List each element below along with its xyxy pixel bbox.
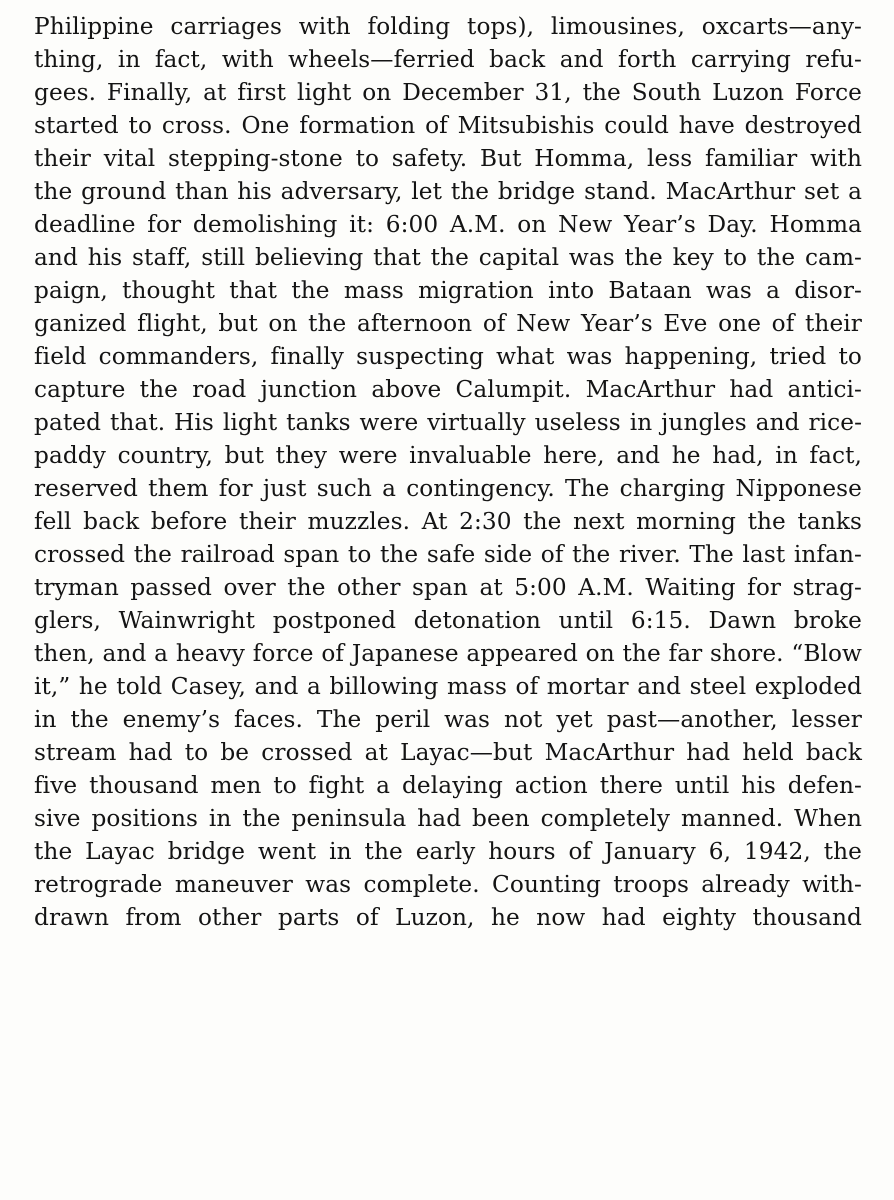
text-line: in the enemy’s faces. The peril was not yet past—another, lesser (34, 706, 862, 733)
text-line: fell back before their muzzles. At 2:30 the next morning the tanks (34, 508, 862, 535)
text-line: ganized flight, but on the afternoon of New Year’s Eve one of their (34, 310, 862, 337)
text-line: five thousand men to fight a delaying action there until his defen- (34, 772, 862, 799)
text-line: thing, in fact, with wheels—ferried back and forth carrying refu- (34, 46, 862, 73)
text-line: stream had to be crossed at Layac—but MacArthur had held back (34, 739, 862, 766)
text-line: deadline for demolishing it: 6:00 A.M. on New Year’s Day. Homma (34, 211, 862, 238)
text-line: their vital stepping-stone to safety. But Homma, less familiar with (34, 145, 862, 172)
text-line: sive positions in the peninsula had been completely manned. When (34, 805, 862, 832)
text-line: the Layac bridge went in the early hours of January 6, 1942, the (34, 838, 862, 865)
text-line: pated that. His light tanks were virtually useless in jungles and rice- (34, 409, 862, 436)
text-line: gees. Finally, at first light on December 31, the South Luzon Force (34, 79, 862, 106)
body-text (34, 10, 862, 934)
text-line: paddy country, but they were invaluable here, and he had, in fact, (34, 442, 862, 469)
text-line: it,” he told Casey, and a billowing mass of mortar and steel exploded (34, 673, 862, 700)
text-line: glers, Wainwright postponed detonation until 6:15. Dawn broke (34, 607, 862, 634)
text-line: then, and a heavy force of Japanese appeared on the far shore. “Blow (34, 640, 862, 667)
text-line: drawn from other parts of Luzon, he now had eighty thousand (34, 904, 862, 931)
text-line: Philippine carriages with folding tops), limousines, oxcarts—any- (34, 13, 862, 40)
text-line: tryman passed over the other span at 5:00 A.M. Waiting for strag- (34, 574, 862, 601)
text-line: the ground than his adversary, let the bridge stand. MacArthur set a (34, 178, 862, 205)
text-line: reserved them for just such a contingency. The charging Nipponese (34, 475, 862, 502)
text-line: started to cross. One formation of Mitsubishis could have destroyed (34, 112, 862, 139)
text-line: and his staff, still believing that the capital was the key to the cam- (34, 244, 862, 271)
text-line: field commanders, finally suspecting what was happening, tried to (34, 343, 862, 370)
text-line: crossed the railroad span to the safe side of the river. The last infan- (34, 541, 862, 568)
text-line: retrograde maneuver was complete. Counting troops already with- (34, 871, 862, 898)
text-line: capture the road junction above Calumpit. MacArthur had antici- (34, 376, 862, 403)
text-line: paign, thought that the mass migration into Bataan was a disor- (34, 277, 862, 304)
